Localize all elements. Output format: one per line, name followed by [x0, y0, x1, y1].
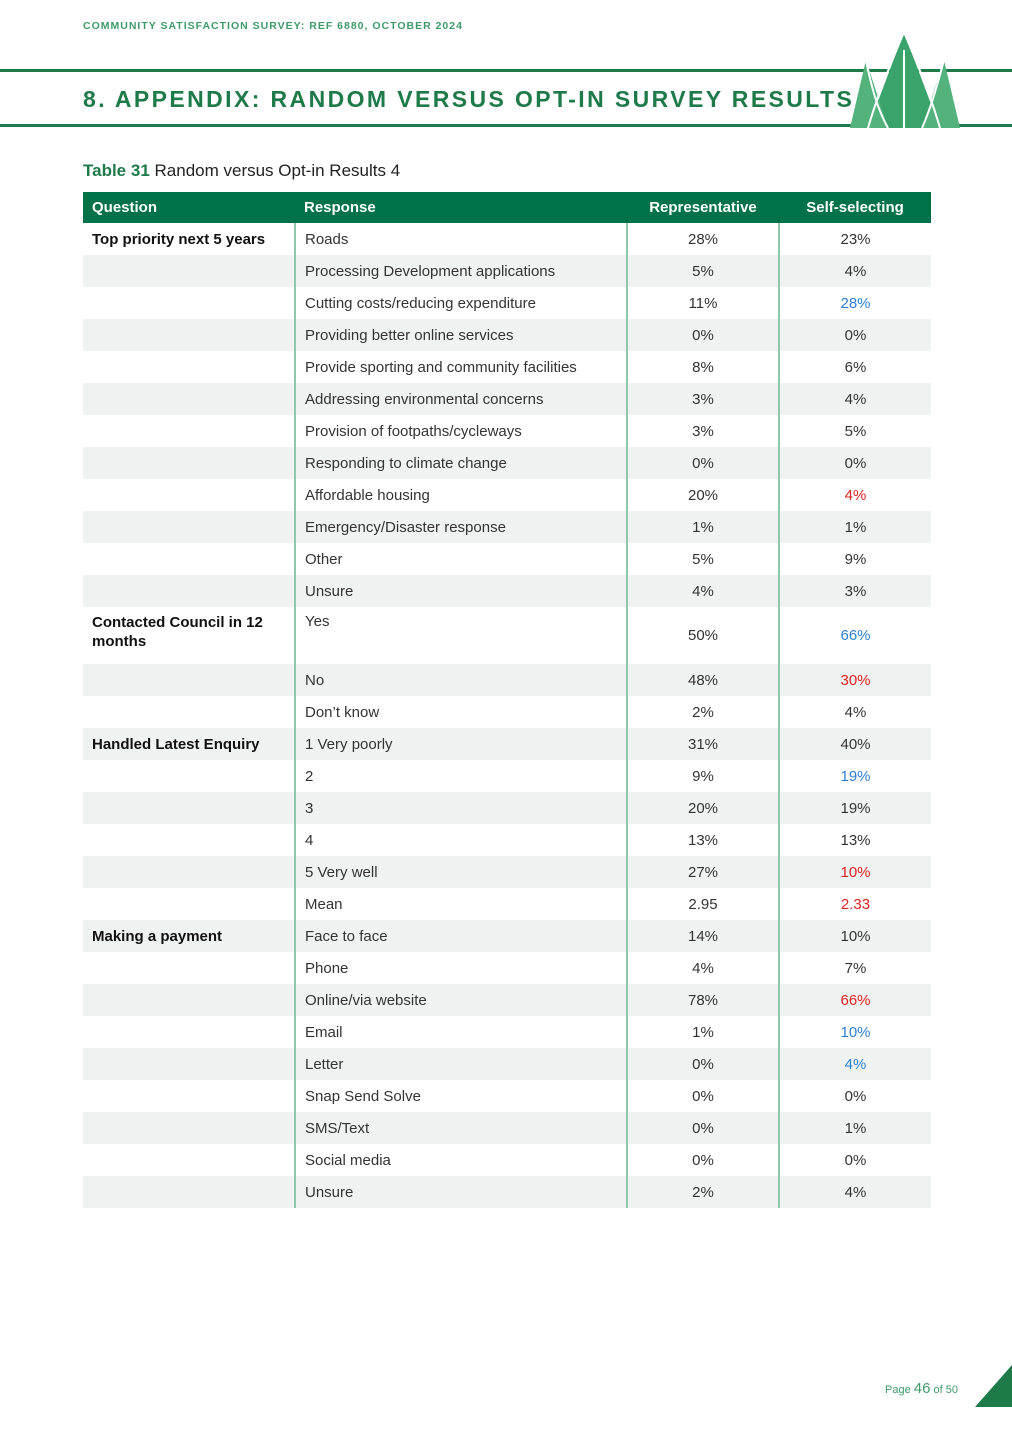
table-row	[83, 728, 931, 760]
question-cell	[83, 760, 295, 792]
table-header-row	[83, 192, 931, 223]
representative-cell: 0%	[627, 1144, 779, 1176]
table-caption-text: Random versus Opt-in Results 4	[149, 161, 401, 180]
self-selecting-cell: 66%	[779, 984, 931, 1016]
table-row	[83, 1176, 931, 1208]
self-selecting-cell: 10%	[779, 920, 931, 952]
response-cell: Unsure	[295, 1176, 627, 1208]
question-cell	[83, 351, 295, 383]
question-cell	[83, 952, 295, 984]
response-cell: Affordable housing	[295, 479, 627, 511]
table-row	[83, 856, 931, 888]
table-row	[83, 696, 931, 728]
corner-triangle-icon	[975, 1365, 1012, 1407]
representative-cell: 1%	[627, 1016, 779, 1048]
self-selecting-cell: 5%	[779, 415, 931, 447]
table-row	[83, 351, 931, 383]
question-cell	[83, 255, 295, 287]
response-cell: 5 Very well	[295, 856, 627, 888]
page-number	[885, 1380, 958, 1397]
representative-cell: 78%	[627, 984, 779, 1016]
question-cell	[83, 1144, 295, 1176]
question-cell	[83, 383, 295, 415]
self-selecting-cell: 23%	[779, 223, 931, 255]
table-row	[83, 287, 931, 319]
table-row	[83, 1080, 931, 1112]
question-cell	[83, 1016, 295, 1048]
representative-cell: 9%	[627, 760, 779, 792]
self-selecting-cell: 19%	[779, 760, 931, 792]
representative-cell: 11%	[627, 287, 779, 319]
self-selecting-cell: 4%	[779, 383, 931, 415]
self-selecting-cell: 0%	[779, 319, 931, 351]
self-selecting-cell: 0%	[779, 1144, 931, 1176]
table-row	[83, 920, 931, 952]
self-selecting-cell: 0%	[779, 1080, 931, 1112]
self-selecting-cell: 13%	[779, 824, 931, 856]
response-cell: Online/via website	[295, 984, 627, 1016]
self-selecting-cell: 10%	[779, 856, 931, 888]
response-cell: 2	[295, 760, 627, 792]
self-selecting-cell: 1%	[779, 511, 931, 543]
self-selecting-cell: 7%	[779, 952, 931, 984]
question-cell	[83, 319, 295, 351]
table-row	[83, 792, 931, 824]
table-row	[83, 760, 931, 792]
representative-cell: 5%	[627, 543, 779, 575]
representative-cell: 1%	[627, 511, 779, 543]
self-selecting-cell: 6%	[779, 351, 931, 383]
representative-cell: 2%	[627, 1176, 779, 1208]
table-row	[83, 664, 931, 696]
table-row	[83, 1144, 931, 1176]
response-cell: Don’t know	[295, 696, 627, 728]
representative-cell: 14%	[627, 920, 779, 952]
representative-cell: 13%	[627, 824, 779, 856]
representative-cell: 2.95	[627, 888, 779, 920]
response-cell: Social media	[295, 1144, 627, 1176]
self-selecting-cell: 3%	[779, 575, 931, 607]
self-selecting-cell: 66%	[779, 607, 931, 664]
response-cell: 1 Very poorly	[295, 728, 627, 760]
table-row	[83, 447, 931, 479]
table-row	[83, 984, 931, 1016]
question-cell	[83, 447, 295, 479]
response-cell: SMS/Text	[295, 1112, 627, 1144]
self-selecting-cell: 40%	[779, 728, 931, 760]
self-selecting-cell: 4%	[779, 1176, 931, 1208]
table-row	[83, 1048, 931, 1080]
response-cell: 3	[295, 792, 627, 824]
response-cell: Yes	[295, 607, 627, 664]
response-cell: Phone	[295, 952, 627, 984]
table-row	[83, 543, 931, 575]
column-header-response: Response	[295, 192, 627, 223]
question-cell	[83, 1112, 295, 1144]
self-selecting-cell: 19%	[779, 792, 931, 824]
self-selecting-cell: 4%	[779, 696, 931, 728]
representative-cell: 20%	[627, 479, 779, 511]
response-cell: No	[295, 664, 627, 696]
representative-cell: 4%	[627, 575, 779, 607]
table-row	[83, 607, 931, 664]
representative-cell: 5%	[627, 255, 779, 287]
column-header-self-selecting: Self-selecting	[779, 192, 931, 223]
table-row	[83, 415, 931, 447]
representative-cell: 50%	[627, 607, 779, 664]
question-cell	[83, 984, 295, 1016]
response-cell: Cutting costs/reducing expenditure	[295, 287, 627, 319]
question-cell	[83, 575, 295, 607]
self-selecting-cell: 1%	[779, 1112, 931, 1144]
table-caption-label: Table 31	[83, 161, 150, 180]
table-row	[83, 223, 931, 255]
response-cell: Email	[295, 1016, 627, 1048]
self-selecting-cell: 0%	[779, 447, 931, 479]
table-row	[83, 888, 931, 920]
question-cell: Making a payment	[83, 920, 295, 952]
self-selecting-cell: 10%	[779, 1016, 931, 1048]
question-cell	[83, 664, 295, 696]
self-selecting-cell: 4%	[779, 255, 931, 287]
response-cell: Addressing environmental concerns	[295, 383, 627, 415]
results-table	[83, 192, 931, 1208]
response-cell: Face to face	[295, 920, 627, 952]
question-cell	[83, 856, 295, 888]
question-cell	[83, 511, 295, 543]
table-row	[83, 575, 931, 607]
question-cell: Top priority next 5 years	[92, 230, 266, 248]
response-cell: Processing Development applications	[295, 255, 627, 287]
self-selecting-cell: 28%	[779, 287, 931, 319]
response-cell: Roads	[295, 223, 627, 255]
self-selecting-cell: 2.33	[779, 888, 931, 920]
representative-cell: 28%	[627, 223, 779, 255]
table-row	[83, 511, 931, 543]
question-cell	[83, 888, 295, 920]
response-cell: Provide sporting and community facilities	[295, 351, 627, 383]
response-cell: Responding to climate change	[295, 447, 627, 479]
question-cell	[83, 287, 295, 319]
representative-cell: 27%	[627, 856, 779, 888]
representative-cell: 0%	[627, 319, 779, 351]
table-row	[83, 824, 931, 856]
representative-cell: 2%	[627, 696, 779, 728]
response-cell: Letter	[295, 1048, 627, 1080]
page-suffix: of 50	[930, 1384, 958, 1396]
representative-cell: 48%	[627, 664, 779, 696]
section-title: 8. APPENDIX: RANDOM VERSUS OPT-IN SURVEY RESULTS	[83, 86, 855, 112]
column-header-question: Question	[83, 192, 295, 223]
table-row	[83, 1016, 931, 1048]
representative-cell: 8%	[627, 351, 779, 383]
table-row	[83, 255, 931, 287]
response-cell: 4	[295, 824, 627, 856]
response-cell: Mean	[295, 888, 627, 920]
page-current: 46	[913, 1380, 931, 1397]
self-selecting-cell: 4%	[779, 1048, 931, 1080]
question-cell	[83, 792, 295, 824]
table-row	[83, 383, 931, 415]
question-cell	[83, 696, 295, 728]
response-cell: Snap Send Solve	[295, 1080, 627, 1112]
question-cell	[83, 543, 295, 575]
document-reference: COMMUNITY SATISFACTION SURVEY: REF 6880, OCTOBER 2024	[83, 20, 463, 32]
table-row	[83, 479, 931, 511]
self-selecting-cell: 9%	[779, 543, 931, 575]
response-cell: Unsure	[295, 575, 627, 607]
question-cell: Handled Latest Enquiry	[83, 728, 295, 760]
representative-cell: 3%	[627, 415, 779, 447]
representative-cell: 20%	[627, 792, 779, 824]
response-cell: Provision of footpaths/cycleways	[295, 415, 627, 447]
table-row	[83, 952, 931, 984]
representative-cell: 31%	[627, 728, 779, 760]
representative-cell: 0%	[627, 1080, 779, 1112]
question-cell	[83, 1048, 295, 1080]
question-cell	[83, 824, 295, 856]
question-cell: Contacted Council in 12 months	[92, 614, 263, 650]
question-cell	[83, 1176, 295, 1208]
response-cell: Emergency/Disaster response	[295, 511, 627, 543]
representative-cell: 4%	[627, 952, 779, 984]
table-row	[83, 319, 931, 351]
leaf-logo-icon	[848, 30, 960, 130]
representative-cell: 0%	[627, 1048, 779, 1080]
question-cell	[83, 1080, 295, 1112]
page-prefix: Page	[885, 1384, 914, 1396]
table-caption	[83, 161, 400, 181]
response-cell: Other	[295, 543, 627, 575]
question-cell	[83, 415, 295, 447]
representative-cell: 0%	[627, 447, 779, 479]
response-cell: Providing better online services	[295, 319, 627, 351]
table-row	[83, 1112, 931, 1144]
representative-cell: 3%	[627, 383, 779, 415]
self-selecting-cell: 4%	[779, 479, 931, 511]
column-header-representative: Representative	[627, 192, 779, 223]
question-cell	[83, 479, 295, 511]
self-selecting-cell: 30%	[779, 664, 931, 696]
representative-cell: 0%	[627, 1112, 779, 1144]
